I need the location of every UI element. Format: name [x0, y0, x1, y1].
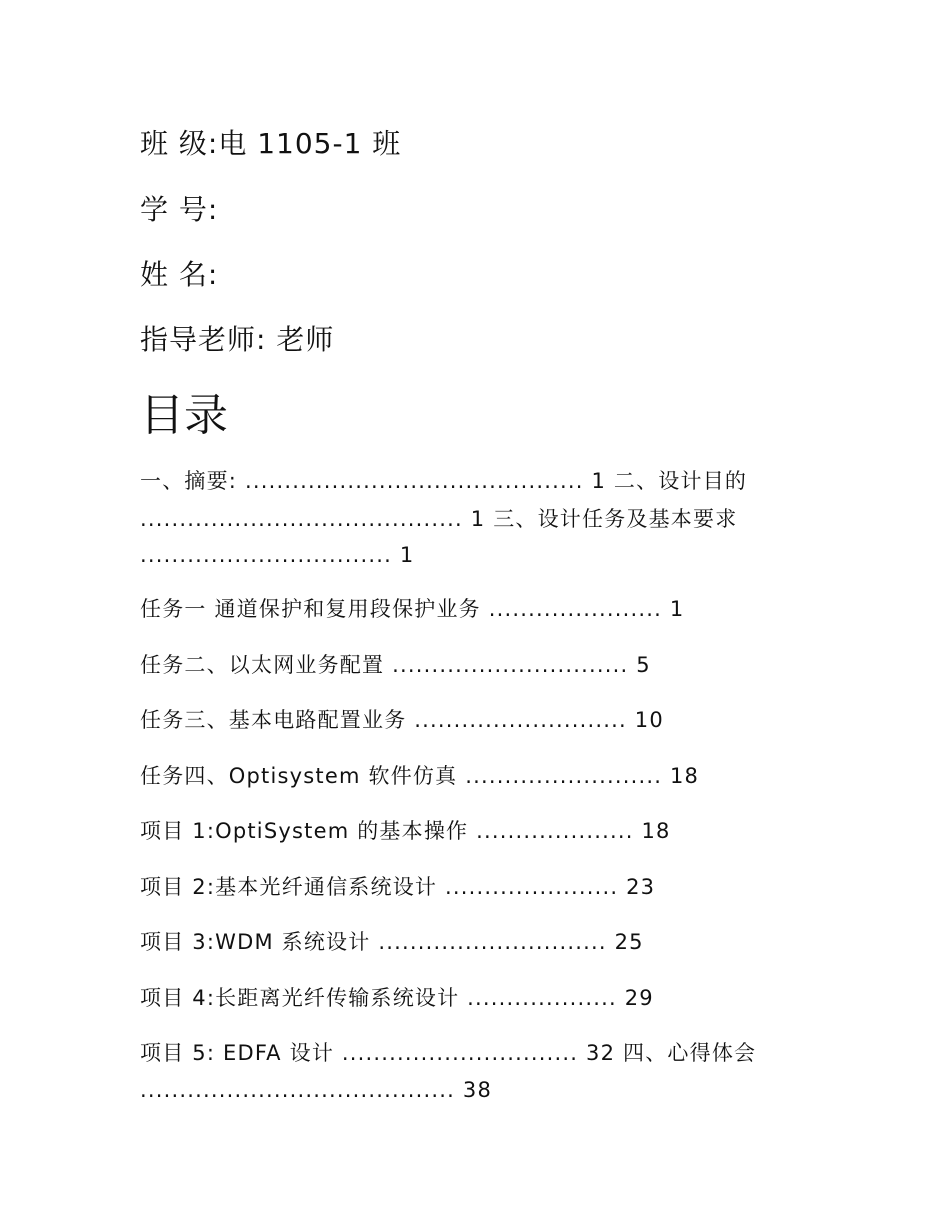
- toc-line[interactable]: 任务四、Optisystem 软件仿真 ......................... 18: [140, 764, 700, 788]
- toc-line[interactable]: 任务三、基本电路配置业务 ........................... 10: [140, 708, 664, 732]
- toc-line[interactable]: 任务二、以太网业务配置 .............................. 5: [140, 653, 651, 677]
- toc-line[interactable]: 项目 4:长距离光纤传输系统设计 ................... 29: [140, 986, 654, 1010]
- toc-line[interactable]: 任务一 通道保护和复用段保护业务 ...................... 1: [140, 597, 685, 621]
- student-id-line: 学 号:: [140, 193, 219, 226]
- class-line: 班 级:电 1105-1 班: [140, 127, 402, 160]
- name-line: 姓 名:: [140, 258, 219, 291]
- toc-line[interactable]: ................................ 1: [140, 543, 415, 567]
- toc-line[interactable]: 项目 5: EDFA 设计 .............................. 32 四、心得体会: [140, 1041, 757, 1065]
- toc-line[interactable]: 一、摘要: ........................................... 1 二、设计目的: [140, 469, 748, 493]
- toc-line[interactable]: 项目 2:基本光纤通信系统设计 ...................... 23: [140, 875, 656, 899]
- toc-line[interactable]: 项目 3:WDM 系统设计 ............................. 25: [140, 930, 644, 954]
- toc-line[interactable]: ......................................... 1 三、设计任务及基本要求: [140, 507, 738, 531]
- toc-title: 目录: [140, 390, 228, 441]
- advisor-line: 指导老师: 老师: [140, 323, 335, 356]
- toc-line[interactable]: ........................................ 38: [140, 1078, 493, 1102]
- toc-line[interactable]: 项目 1:OptiSystem 的基本操作 .................... 18: [140, 819, 671, 843]
